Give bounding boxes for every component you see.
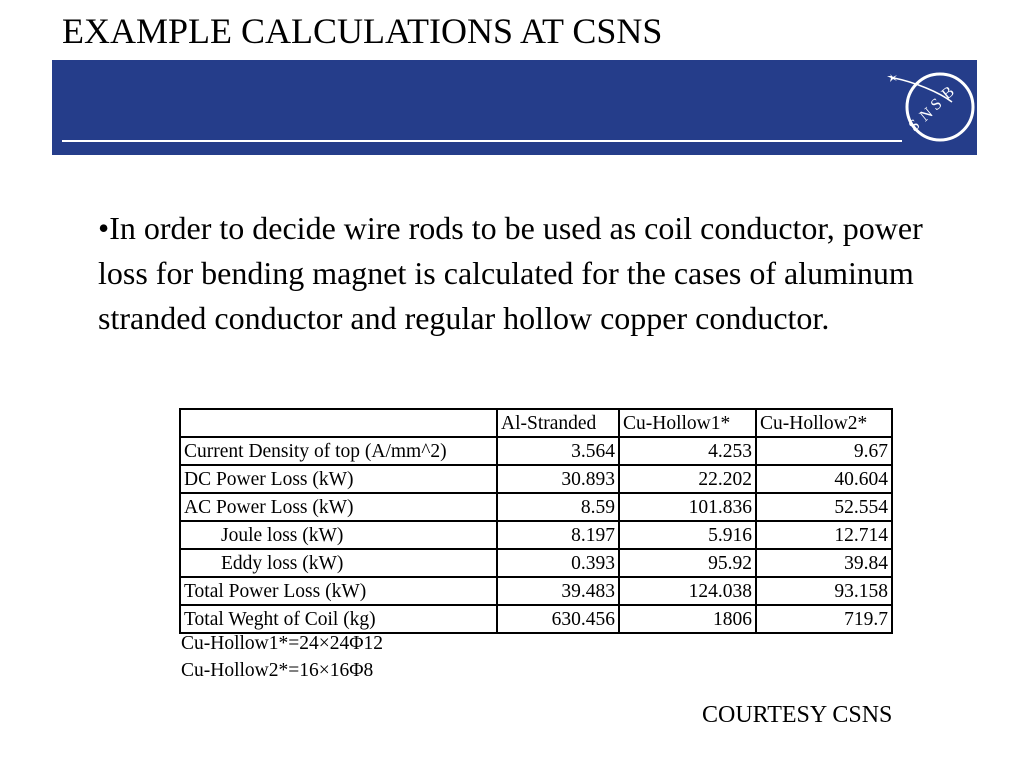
table-row bbox=[180, 465, 892, 493]
table-footnotes bbox=[181, 630, 383, 684]
table-cell: 39.84 bbox=[756, 549, 892, 577]
svg-text:S: S bbox=[927, 95, 946, 115]
table-cell: 124.038 bbox=[619, 577, 756, 605]
body-paragraph: •In order to decide wire rods to be used as coil conductor, power loss for bending magnet is calculated for the cases of aluminum stranded conductor and regular hollow copper conductor. bbox=[98, 210, 923, 336]
table-cell: 39.483 bbox=[497, 577, 619, 605]
row-label: DC Power Loss (kW) bbox=[180, 465, 497, 493]
table-cell: 9.67 bbox=[756, 437, 892, 465]
footnote: Cu-Hollow2*=16×16Φ8 bbox=[181, 660, 374, 681]
table-cell: 22.202 bbox=[619, 465, 756, 493]
table-row bbox=[180, 521, 892, 549]
table-header-row bbox=[180, 409, 892, 437]
table-row bbox=[180, 549, 892, 577]
table-cell: 30.893 bbox=[497, 465, 619, 493]
table-cell: 0.393 bbox=[497, 549, 619, 577]
row-label: Total Weght of Coil (kg) bbox=[180, 605, 497, 633]
table-cell: 8.197 bbox=[497, 521, 619, 549]
table-cell: 12.714 bbox=[756, 521, 892, 549]
courtesy-credit: COURTESY CSNS bbox=[702, 702, 893, 728]
table-cell: 101.836 bbox=[619, 493, 756, 521]
svg-text:S: S bbox=[905, 116, 924, 136]
table-header-cell bbox=[180, 409, 497, 437]
row-label: AC Power Loss (kW) bbox=[180, 493, 497, 521]
row-label: Joule loss (kW) bbox=[180, 521, 497, 549]
row-label: Total Power Loss (kW) bbox=[180, 577, 497, 605]
csns-logo-icon bbox=[884, 62, 979, 152]
table-row bbox=[180, 577, 892, 605]
row-label: Eddy loss (kW) bbox=[180, 549, 497, 577]
banner-divider-line bbox=[62, 140, 902, 142]
table-cell: 52.554 bbox=[756, 493, 892, 521]
table-cell: 4.253 bbox=[619, 437, 756, 465]
table-cell: 1806 bbox=[619, 605, 756, 633]
table-cell: 93.158 bbox=[756, 577, 892, 605]
table-cell: 630.456 bbox=[497, 605, 619, 633]
svg-text:N: N bbox=[916, 104, 937, 126]
table-cell: 719.7 bbox=[756, 605, 892, 633]
table-cell: 95.92 bbox=[619, 549, 756, 577]
table-row bbox=[180, 493, 892, 521]
table-cell: 3.564 bbox=[497, 437, 619, 465]
slide-title: EXAMPLE CALCULATIONS AT CSNS bbox=[62, 11, 663, 51]
header-banner bbox=[52, 60, 977, 155]
table-header-cell: Cu-Hollow2* bbox=[756, 409, 892, 437]
table-row bbox=[180, 437, 892, 465]
row-label: Current Density of top (A/mm^2) bbox=[180, 437, 497, 465]
table-header-cell: Al-Stranded bbox=[497, 409, 619, 437]
table-cell: 40.604 bbox=[756, 465, 892, 493]
table-cell: 5.916 bbox=[619, 521, 756, 549]
power-loss-table bbox=[179, 408, 893, 634]
table-row bbox=[180, 605, 892, 633]
table-cell: 8.59 bbox=[497, 493, 619, 521]
table-header-cell: Cu-Hollow1* bbox=[619, 409, 756, 437]
footnote: Cu-Hollow1*=24×24Φ12 bbox=[181, 633, 383, 654]
svg-text:B: B bbox=[938, 83, 958, 104]
